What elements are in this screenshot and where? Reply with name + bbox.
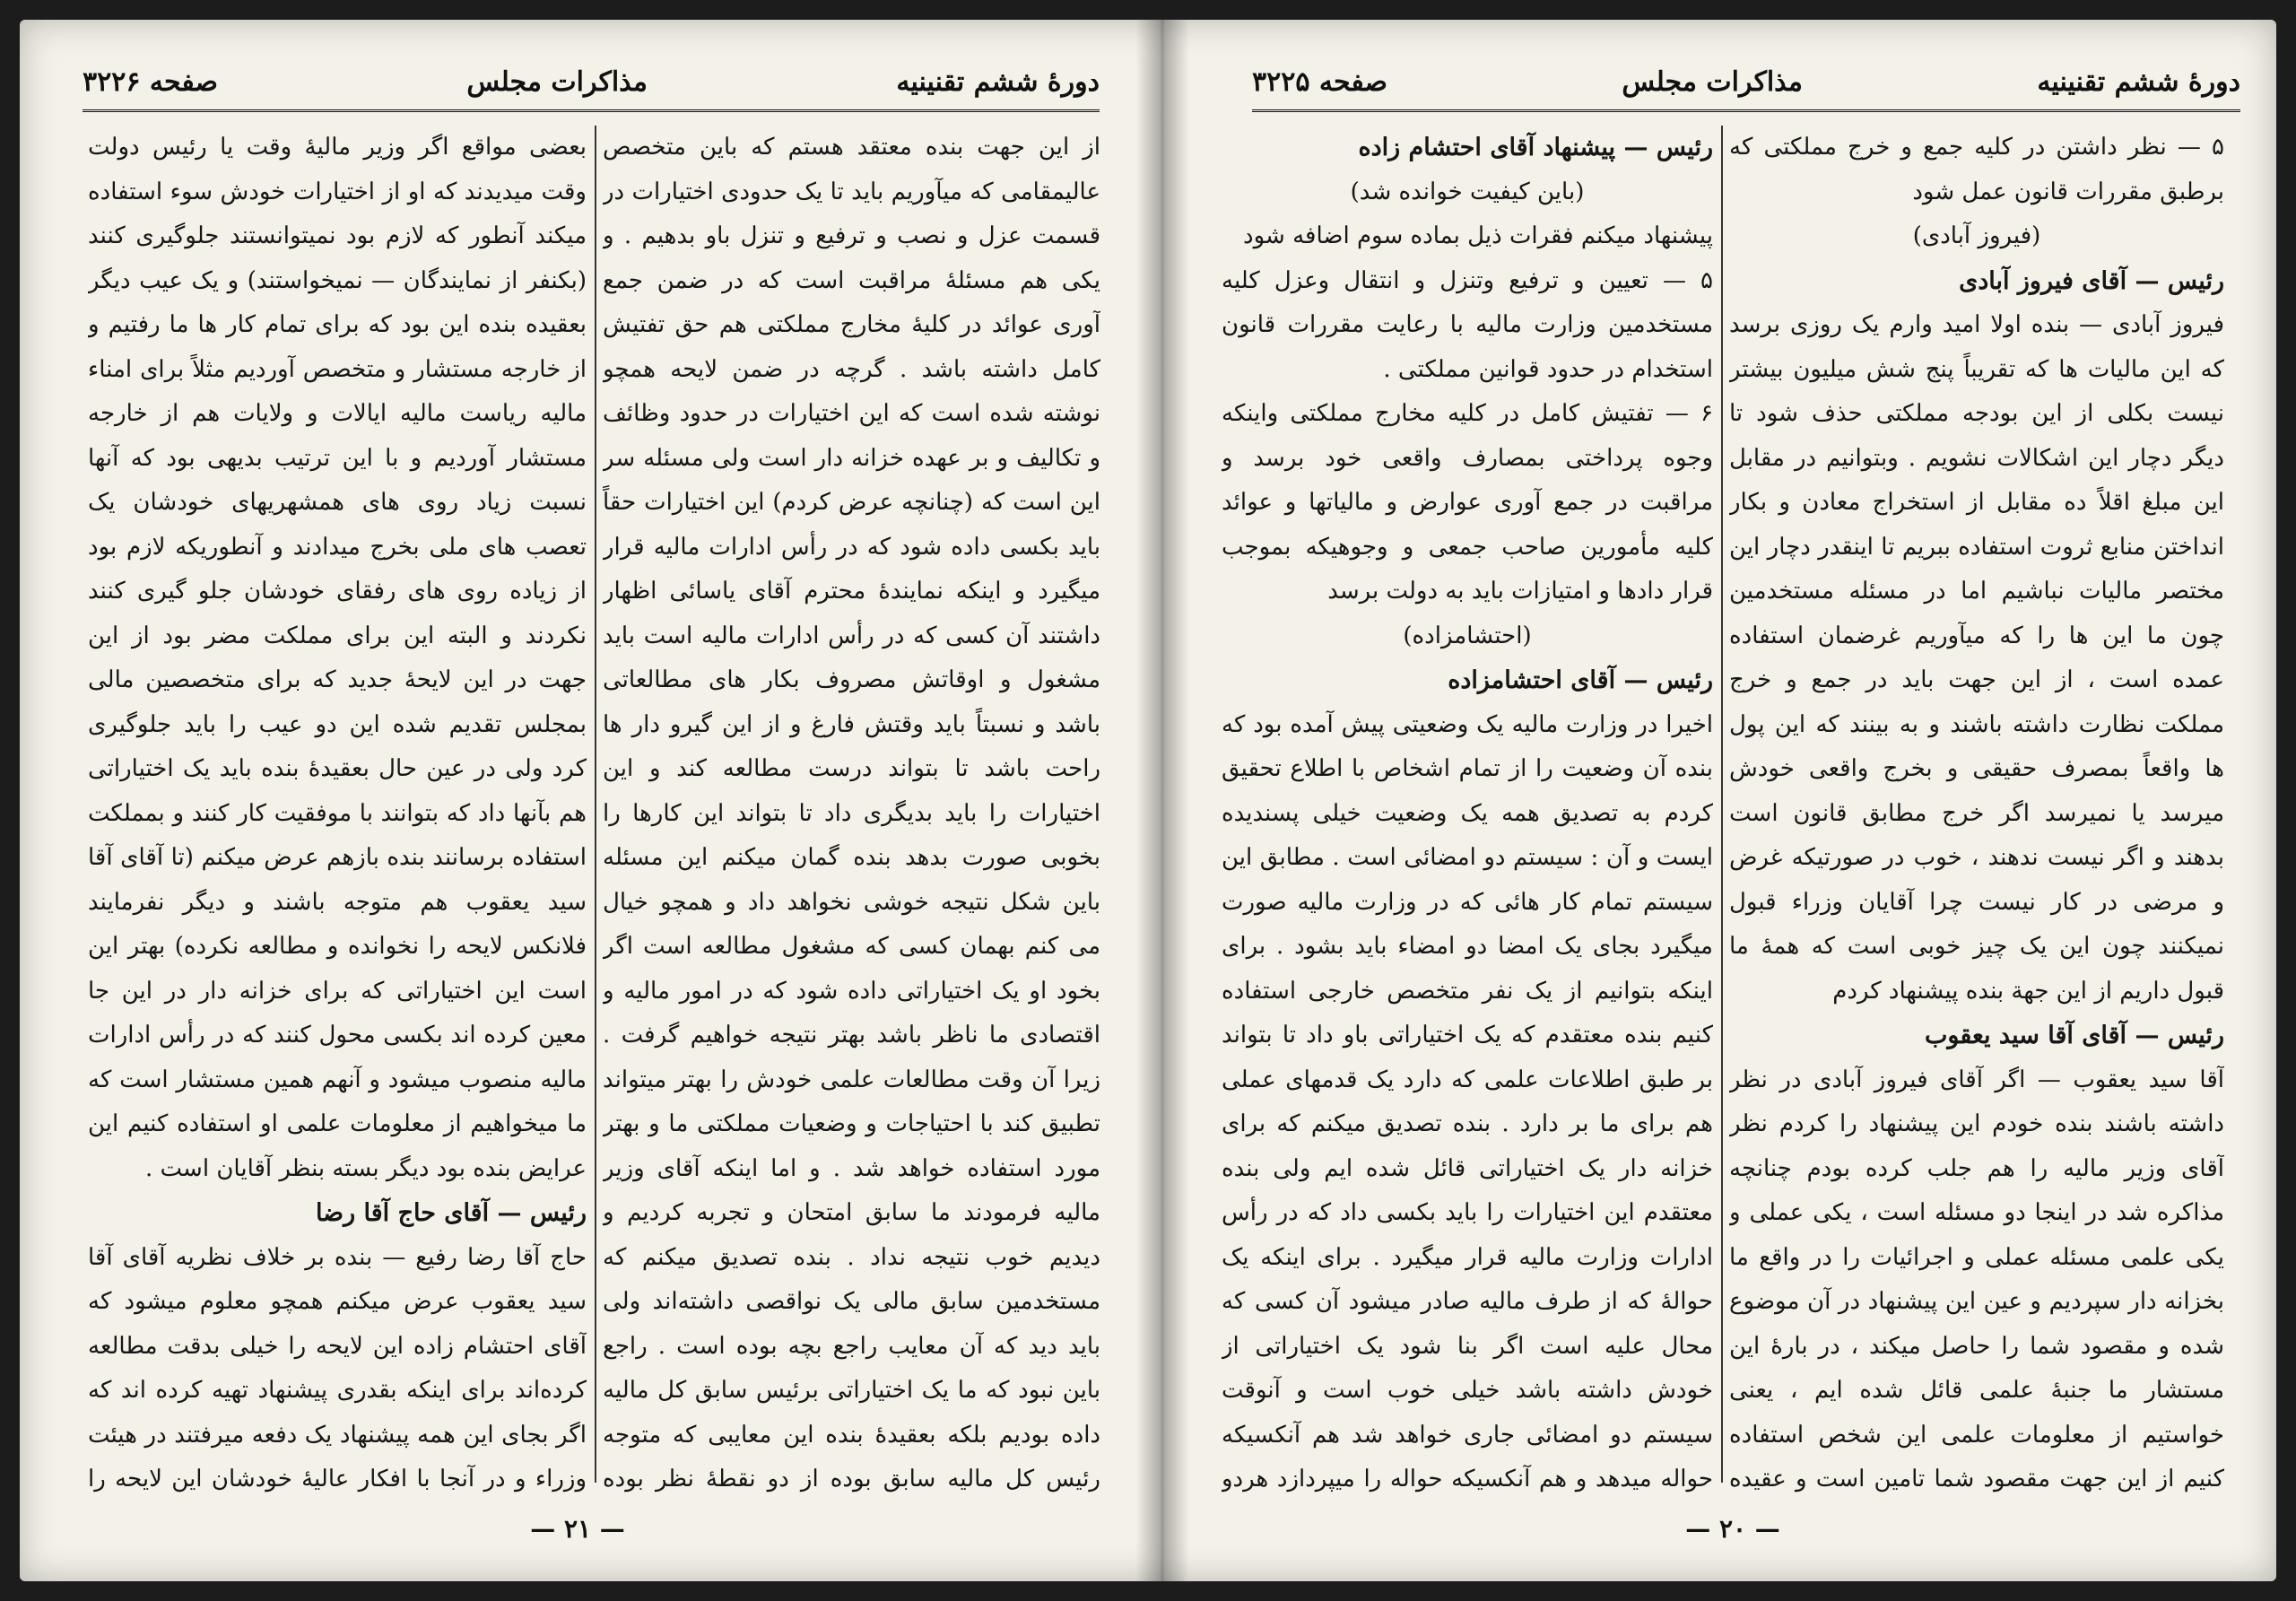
- right-page-number: صفحه ۳۲۲۵: [1252, 65, 1388, 98]
- left-page-folio: — ۲۱ —: [530, 1514, 625, 1544]
- right-page-header: [1252, 57, 2240, 106]
- right-page: [1189, 20, 2276, 1581]
- right-page-right-column: [1729, 126, 2224, 1495]
- left-page-right-column: [603, 126, 1100, 1495]
- right-journal-title: مذاکرات مجلس: [1622, 65, 1803, 98]
- paragraph: حاج آقا رضا رفیع — بنده بر خلاف نظریه آقای آقا سید یعقوب عرض میکنم همچو معلوم میشود که آقای احتشام زاده این لایحه را خیلی بدقت مطالعه کرده‌اند برای اینکه بقدری پیشنهاد تهیه کرده اند که اگر بجای این همه پیشنهاد یک دفعه میرفتند در هیئت وزراء و در آنجا با افکار عالیهٔ خودشان این لایحه را: [88, 1243, 587, 1492]
- speaker-heading: رئیس — آقای فیروز آبادی: [1959, 266, 2224, 295]
- left-session-label: دورهٔ ششم تقنینیه: [896, 65, 1100, 98]
- right-column-divider: [1721, 126, 1723, 1483]
- right-page-left-column: [1222, 126, 1713, 1495]
- speaker-heading: رئیس — آقای احتشامزاده: [1448, 666, 1713, 694]
- left-header-rule: [83, 109, 1100, 112]
- paragraph: ۵ — تعیین و ترفیع وتنزل و انتقال وعزل کلیه مستخدمین وزارت مالیه با رعایت مقررات قانون استخدام در حدود قوانین مملکتی .: [1222, 266, 1713, 383]
- left-page: [20, 20, 1135, 1581]
- book-spread: [20, 20, 2276, 1581]
- centered-note: (باین کیفیت خوانده شد): [1350, 178, 1585, 205]
- left-journal-title: مذاکرات مجلس: [466, 65, 648, 98]
- paragraph: بعضی مواقع اگر وزیر مالیهٔ وقت یا رئیس دولت وقت میدیدند که او از اختیارات خودش سوء استفاده میکند آنطور که لازم بود نمیتوانستند جلوگیری کنند (بکنفر از نمایندگان — نمیخواستند) و یک عیب دیگر بعقیده بنده این بود که برای تمام کار ها ما رفتیم و از خارجه مستشار و متخصص آوردیم مثلاً برای امناء مالیه ریاست مالیه ایالات و ولایات هم از خارجه مستشار آوردیم و با این ترتیب بدیهی بود که آنها نسبت زیاد روی های همشهریهای خودشان یک تعصب های ملی بخرج میدادند و آنطوریکه لازم بود از زیاده روی های رفقای خودشان جلو گیری کنند نکردند و البته این برای مملکت مضر بود از این جهت در این لایحهٔ جدید که برای متخصصین مالی بمجلس تقدیم شده این دو عیب را باید جلوگیری کرد ولی در عین حال بعقیدهٔ بنده باید یک اختیاراتی هم بآنها داد که بتوانند با موفقیت کار کنند و بمملکت استفاده برسانند بنده بازهم عرض میکنم (تا آقای آقا سید یعقوب هم متوجه باشند و دیگر نفرمایند فلانکس لایحه را نخوانده و مطالعه نکرده) بهتر این است این اختیاراتی که برای خزانه دار در این جا معین کرده اند بکسی محول کنند که در رأس ادارات مالیه منصوب میشود و آنهم همین مستشار است که ما میخواهیم از معلومات علمی او استفاده کنیم این عرایض بنده بود دیگر بسته بنظر آقایان است .: [88, 134, 587, 1182]
- speaker-heading: رئیس — پیشنهاد آقای احتشام زاده: [1358, 134, 1713, 161]
- right-session-label: دورهٔ ششم تقنینیه: [2037, 65, 2240, 98]
- left-page-header: [83, 57, 1100, 106]
- centered-note: (فیروز آبادی): [1912, 222, 2041, 249]
- right-page-folio: — ۲۰ —: [1685, 1514, 1780, 1544]
- left-column-divider: [595, 126, 596, 1483]
- paragraph: آقا سید یعقوب — اگر آقای فیروز آبادی در نظر داشته باشند بنده خودم این پیشنهاد را کردم نظر آقای وزیر مالیه را هم جلب کرده بودم چنانچه مذاکره شد در اینجا دو مسئله است ، یکی عملی و یکی علمی مسئله عملی و اجرائیات را در واقع ما بخزانه دار سپردیم و عین این پیشنهاد در آن موضوع شده و مقصود شما را حاصل میکند ، در بارهٔ این مستشار ما جنبهٔ علمی قائل شده ایم ، یعنی خواستیم از معلومات علمی این شخص استفاده کنیم از این جهت مقصود شما تامین است و عقیده: [1729, 1066, 2224, 1492]
- book-gutter: [1135, 20, 1189, 1581]
- paragraph: فیروز آبادی — بنده اولا امید وارم یک روزی برسد که این مالیات ها که تقریباً پنج شش میلیون بیشتر نیست بکلی از این بودجه مملکتی حذف شود تا دیگر دچار این اشکالات نشویم . وبتوانیم در مقابل این مبلغ اقلاً ده مقابل از استخراج معادن و بکار انداختن منابع ثروت استفاده ببریم تا اینقدر دچار این مختصر مالیات نباشیم اما در مسئله مستخدمین چون ما این ها را که میآوریم غرضمان استفاده عمده است ، از این جهت باید در جمع و خرج مملکت نظارت داشته باشند و به بینند که این پول ها واقعاً بمصرف حقیقی و بخرج واقعی خودش میرسد یا نمیرسد اگر خرج مطابق قانون است بدهند و اگر نیست ندهند ، خوب در صورتیکه غرض و مرضی در کار نیست چرا آقایان وزراء قبول نمیکنند چون این یک چیز خوبی است که همهٔ ما قبول داریم از این جهة بنده پیشنهاد کردم: [1729, 311, 2224, 1005]
- paragraph: ۵ — نظر داشتن در کلیه جمع و خرج مملکتی که برطبق مقررات قانون عمل شود: [1729, 134, 2224, 205]
- paragraph: اخیرا در وزارت مالیه یک وضعیتی پیش آمده بود که بنده آن وضعیت را از تمام اشخاص با اطلاع تحقیق کردم به تصدیق همه یک وضعیت خیلی پسندیده ایست و آن : سیستم دو امضائی است . مطابق این سیستم تمام کار هائی که در وزارت مالیه صورت میگیرد بجای یک امضا دو امضاء باید بشود . برای اینکه بتوانیم از یک نفر متخصص خارجی استفاده کنیم بنده معتقدم که یک اختیاراتی باو داد تا بتواند بر طبق اطلاعات علمی که دارد یک قدمهای عملی هم برای ما بر دارد . بنده تصدیق میکنم که برای خزانه دار یک اختیاراتی قائل شده ایم ولی بنده معتقدم این اختیارات را باید بکسی داد که در رأس ادارات وزارت مالیه قرار میگیرد . برای اینکه یک حوالهٔ که از طرف مالیه صادر میشود آن کسی که محال علیه است اگر بنا شود یک اختیاراتی از خودش داشته باشد خیلی خوب است و آنوقت سیستم دو امضائی جاری خواهد شد هم آنکسیکه حواله میدهد و هم آنکسیکه حواله را میپردازد هردو: [1222, 710, 1713, 1492]
- paragraph: از این جهت بنده معتقد هستم که باین متخصص عالیمقامی که میآوریم باید تا یک حدودی اختیارات در قسمت عزل و نصب و ترفیع و تنزل باو بدهیم . و یکی هم مسئلهٔ مراقبت است که در ضمن جمع آوری عوائد در کلیهٔ مخارج مملکتی هم حق تفتیش کامل داشته باشد . گرچه در ضمن لایحه همچو نوشته شده است که این اختیارات در حدود وظائف و تکالیف و بر عهده خزانه دار است ولی مسئله سر این است که (چنانچه عرض کردم) این اختیارات حقاً باید بکسی داده شود که در رأس ادارات مالیه قرار میگیرد و اینکه نمایندهٔ محترم آقای یاسائی اظهار داشتند آن کسی که در رأس ادارات مالیه است باید مشغول و اوقاتش مصروف بکار های مطالعاتی باشد و نسبتاً باید وقتش فارغ و از این گیرو دار ها راحت باشد تا بتواند درست مطالعه کند و این اختیارات را باید بدیگری داد تا بتواند این کارها را بخوبی صورت بدهد بنده گمان میکنم این مسئله باین شکل نتیجه خوشی نخواهد داد و همچو خیال می کنم بهمان کسی که مشغول مطالعه است اگر بخود او یک اختیاراتی داده شود که در امور مالیه و اقتصادی ما ناظر باشد بهتر نتیجه خواهیم گرفت . زیرا آن وقت مطالعات علمی خودش را بهتر میتواند تطبیق کند با احتیاجات و وضعیات مملکتی ما و بهتر مورد استفاده خواهد شد . و اما اینکه آقای وزیر مالیه فرمودند ما سابق امتحان و تجربه کردیم و دیدیم خوب نتیجه نداد . بنده تصدیق میکنم که مستخدمین سابق مالی یک نواقصی داشته‌اند ولی باید دید که آن معایب راجع بچه بوده است . راجع باین نبود که ما یک اختیاراتی برئیس سابق کل مالیه داده بودیم بلکه بعقیدهٔ بنده این معایبی که متوجه رئیس کل مالیه سابق بوده از دو نقطهٔ نظر بوده: [603, 134, 1100, 1492]
- speaker-heading: رئیس — آقای حاج آقا رضا: [315, 1199, 587, 1227]
- right-header-rule: [1252, 109, 2240, 112]
- speaker-heading: رئیس — آقای آقا سید یعقوب: [1924, 1022, 2224, 1049]
- left-page-left-column: [88, 126, 587, 1495]
- paragraph: ۶ — تفتیش کامل در کلیه مخارج مملکتی واینکه وجوه پرداختی بمصارف واقعی خود برسد و مراقبت در جمع آوری عوارض و مالیاتها و عوائد کلیه مأمورین صاحب جمعی و وجوهیکه بموجب قرار دادها و امتیازات باید به دولت برسد: [1222, 400, 1713, 605]
- left-page-number: صفحه ۳۲۲۶: [83, 65, 219, 98]
- centered-note: (احتشامزاده): [1403, 622, 1532, 649]
- paragraph: پیشنهاد میکنم فقرات ذیل بماده سوم اضافه شود: [1243, 222, 1713, 249]
